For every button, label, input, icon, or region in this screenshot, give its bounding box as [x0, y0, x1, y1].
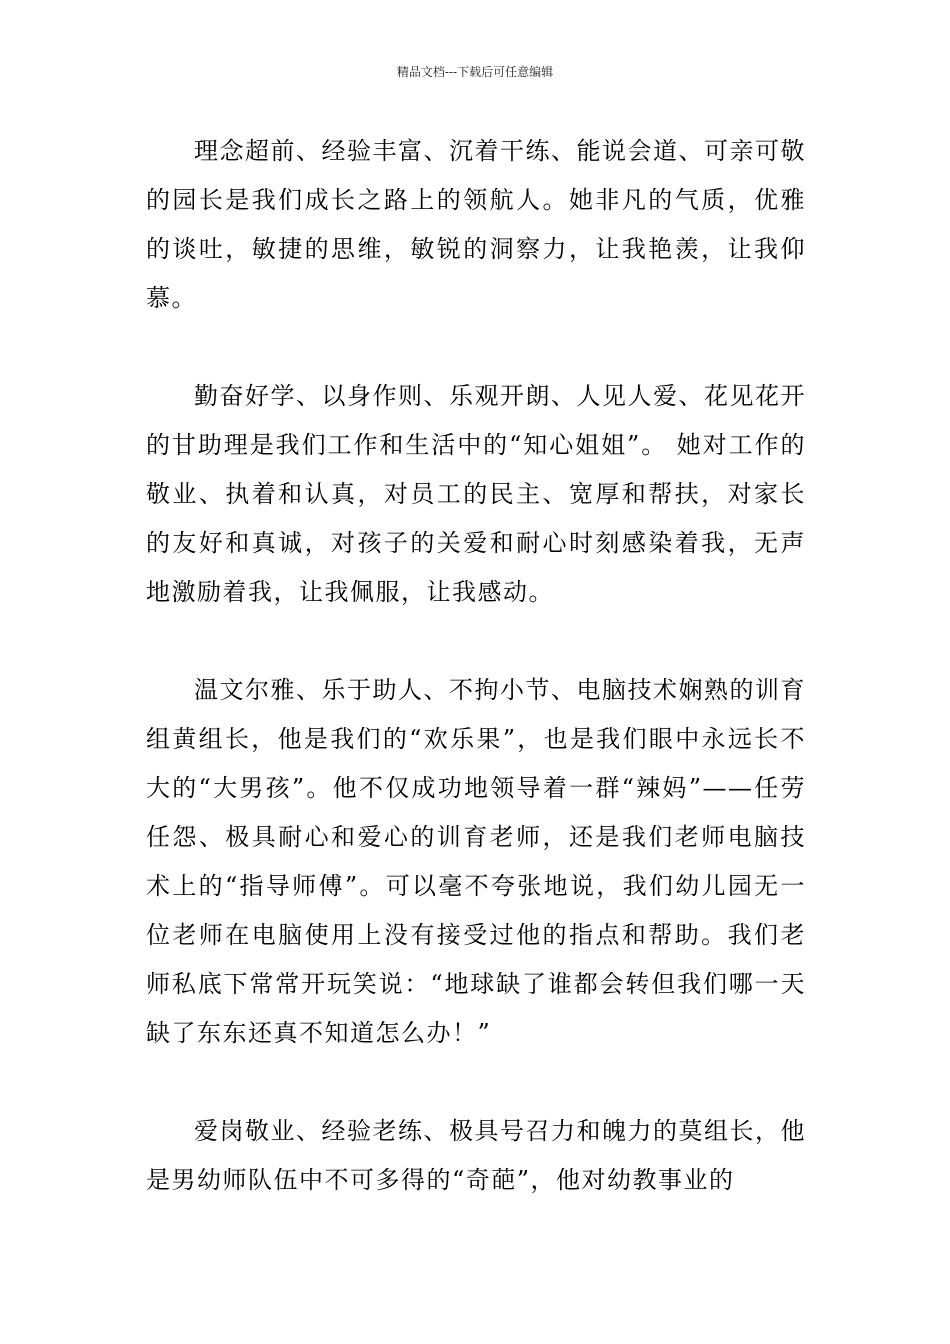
paragraph-group-leader-huang: 温文尔雅、乐于助人、不拘小节、电脑技术娴熟的训育组黄组长，他是我们的“欢乐果”，也是我们眼中永远长不大的“大男孩”。他不仅成功地领导着一群“辣妈”——任劳任怨、极具耐心和爱心的训育老师，还是我们老师电脑技术上的“指导师傅”。可以毫不夸张地说，我们幼儿园无一位老师在电脑使用上没有接受过他的指点和帮助。我们老师私底下常常开玩笑说：“地球缺了谁都会转但我们哪一天缺了东东还真不知道怎么办！” — [146, 676, 806, 1047]
paragraph-assistant: 勤奋好学、以身作则、乐观开朗、人见人爱、花见花开的甘助理是我们工作和生活中的“知心姐姐”。 她对工作的敬业、执着和认真，对员工的民主、宽厚和帮扶，对家长的友好和真诚，对孩子的关爱和耐心时刻感染着我，无声地激励着我，让我佩服，让我感动。 — [146, 382, 806, 606]
paragraph-group-leader-mo: 爱岗敬业、经验老练、极具号召力和魄力的莫组长，他是男幼师队伍中不可多得的“奇葩”，他对幼教事业的 — [146, 1117, 806, 1194]
paragraph-principal: 理念超前、经验丰富、沉着干练、能说会道、可亲可敬的园长是我们成长之路上的领航人。她非凡的气质，优雅的谈吐，敏捷的思维，敏锐的洞察力，让我艳羡，让我仰慕。 — [146, 137, 806, 312]
document-body — [146, 127, 806, 1205]
page-header: 精品文档---下载后可任意编辑 — [396, 65, 554, 79]
